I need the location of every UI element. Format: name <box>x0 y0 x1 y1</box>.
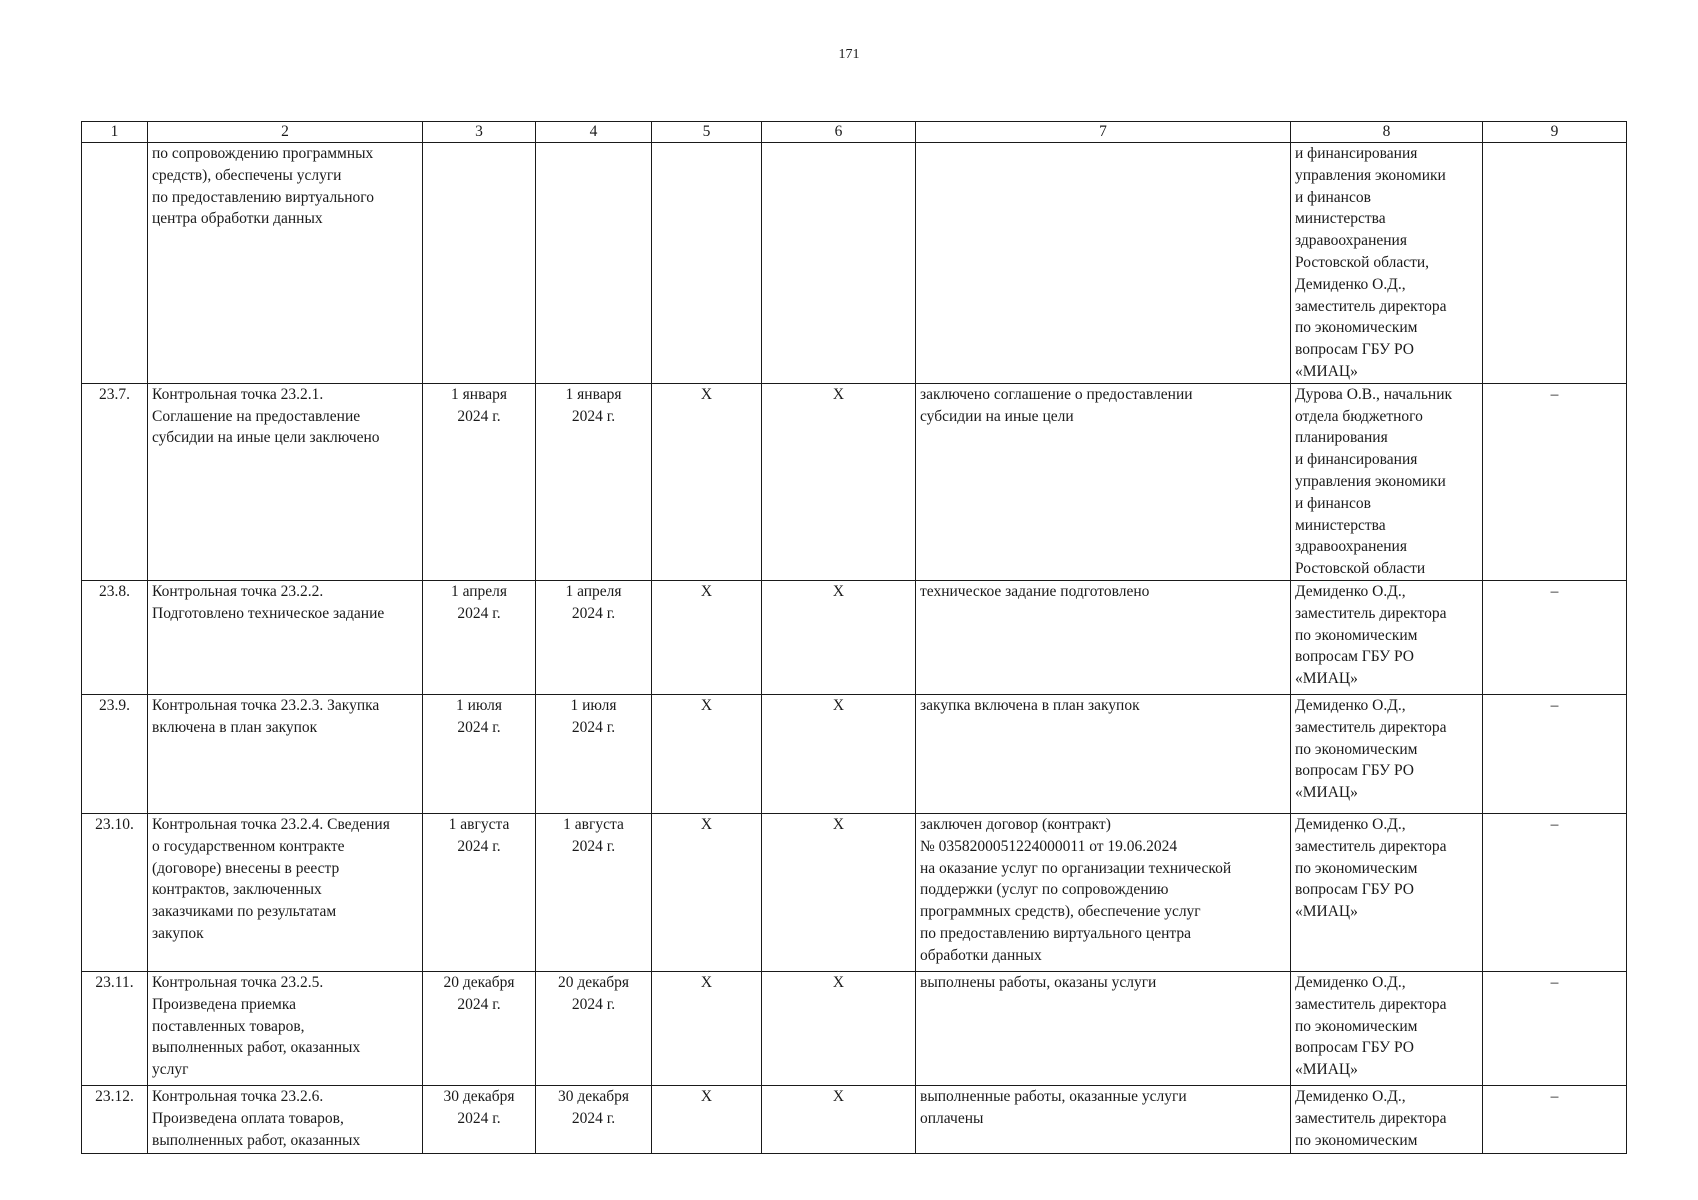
header-col-5: 5 <box>652 122 762 143</box>
col-9-value: – <box>1483 580 1627 694</box>
result-description: выполнены работы, оказаны услуги <box>916 971 1291 1085</box>
plan-table <box>81 121 1627 1154</box>
col-6-value: Х <box>762 813 916 971</box>
end-date: 1 июля 2024 г. <box>536 694 652 813</box>
end-date <box>536 143 652 384</box>
col-5-value: Х <box>652 383 762 580</box>
header-col-8: 8 <box>1291 122 1483 143</box>
start-date: 1 августа 2024 г. <box>423 813 536 971</box>
col-6-value <box>762 143 916 384</box>
col-6-value: Х <box>762 694 916 813</box>
col-6-value: Х <box>762 971 916 1085</box>
responsible-person: Демиденко О.Д., заместитель директора по экономическим вопросам ГБУ РО «МИАЦ» <box>1291 971 1483 1085</box>
end-date: 30 декабря 2024 г. <box>536 1085 652 1153</box>
end-date: 1 января 2024 г. <box>536 383 652 580</box>
col-9-value: – <box>1483 694 1627 813</box>
table-row <box>82 383 1627 580</box>
row-number: 23.7. <box>82 383 148 580</box>
table-row <box>82 813 1627 971</box>
end-date: 20 декабря 2024 г. <box>536 971 652 1085</box>
result-description: заключен договор (контракт) № 0358200051224000011 от 19.06.2024 на оказание услуг по организации технической поддержки (услуг по сопровождению программных средств), обеспечение услуг по предоставлению виртуального центра обработки данных <box>916 813 1291 971</box>
col-5-value: Х <box>652 813 762 971</box>
row-number: 23.11. <box>82 971 148 1085</box>
milestone-name: Контрольная точка 23.2.2. Подготовлено техническое задание <box>148 580 423 694</box>
page-number: 171 <box>838 47 860 62</box>
start-date: 1 апреля 2024 г. <box>423 580 536 694</box>
start-date: 1 января 2024 г. <box>423 383 536 580</box>
row-number: 23.9. <box>82 694 148 813</box>
col-6-value: Х <box>762 383 916 580</box>
milestone-name: Контрольная точка 23.2.3. Закупка включена в план закупок <box>148 694 423 813</box>
row-number <box>82 143 148 384</box>
col-6-value: Х <box>762 1085 916 1153</box>
col-5-value: Х <box>652 971 762 1085</box>
milestone-name: Контрольная точка 23.2.6. Произведена оплата товаров, выполненных работ, оказанных <box>148 1085 423 1153</box>
header-col-9: 9 <box>1483 122 1627 143</box>
responsible-person: Демиденко О.Д., заместитель директора по экономическим вопросам ГБУ РО «МИАЦ» <box>1291 694 1483 813</box>
header-col-6: 6 <box>762 122 916 143</box>
col-6-value: Х <box>762 580 916 694</box>
header-col-4: 4 <box>536 122 652 143</box>
responsible-person: и финансирования управления экономики и финансов министерства здравоохранения Ростовской области, Демиденко О.Д., заместитель директора по экономическим вопросам ГБУ РО «МИАЦ» <box>1291 143 1483 384</box>
table-row <box>82 694 1627 813</box>
col-5-value: Х <box>652 694 762 813</box>
result-description <box>916 143 1291 384</box>
col-9-value: – <box>1483 971 1627 1085</box>
header-col-1: 1 <box>82 122 148 143</box>
col-9-value: – <box>1483 813 1627 971</box>
responsible-person: Демиденко О.Д., заместитель директора по экономическим вопросам ГБУ РО «МИАЦ» <box>1291 813 1483 971</box>
milestone-name: Контрольная точка 23.2.1. Соглашение на предоставление субсидии на иные цели заключено <box>148 383 423 580</box>
start-date: 1 июля 2024 г. <box>423 694 536 813</box>
milestone-name: Контрольная точка 23.2.5. Произведена приемка поставленных товаров, выполненных работ, оказанных услуг <box>148 971 423 1085</box>
header-col-7: 7 <box>916 122 1291 143</box>
row-number: 23.8. <box>82 580 148 694</box>
end-date: 1 апреля 2024 г. <box>536 580 652 694</box>
col-9-value <box>1483 143 1627 384</box>
result-description: выполненные работы, оказанные услуги оплачены <box>916 1085 1291 1153</box>
row-number: 23.10. <box>82 813 148 971</box>
table-row <box>82 580 1627 694</box>
result-description: заключено соглашение о предоставлении субсидии на иные цели <box>916 383 1291 580</box>
header-col-3: 3 <box>423 122 536 143</box>
responsible-person: Демиденко О.Д., заместитель директора по экономическим вопросам ГБУ РО «МИАЦ» <box>1291 580 1483 694</box>
start-date: 30 декабря 2024 г. <box>423 1085 536 1153</box>
table-row <box>82 1085 1627 1153</box>
result-description: закупка включена в план закупок <box>916 694 1291 813</box>
milestone-name: по сопровождению программных средств), обеспечены услуги по предоставлению виртуального центра обработки данных <box>148 143 423 384</box>
start-date <box>423 143 536 384</box>
col-5-value: Х <box>652 580 762 694</box>
table-row <box>82 143 1627 384</box>
result-description: техническое задание подготовлено <box>916 580 1291 694</box>
header-row <box>82 122 1627 143</box>
row-number: 23.12. <box>82 1085 148 1153</box>
col-9-value: – <box>1483 1085 1627 1153</box>
start-date: 20 декабря 2024 г. <box>423 971 536 1085</box>
responsible-person: Дурова О.В., начальник отдела бюджетного планирования и финансирования управления экономики и финансов министерства здравоохранения Ростовской области <box>1291 383 1483 580</box>
responsible-person: Демиденко О.Д., заместитель директора по экономическим <box>1291 1085 1483 1153</box>
col-5-value <box>652 143 762 384</box>
col-9-value: – <box>1483 383 1627 580</box>
table-row <box>82 971 1627 1085</box>
header-col-2: 2 <box>148 122 423 143</box>
col-5-value: Х <box>652 1085 762 1153</box>
end-date: 1 августа 2024 г. <box>536 813 652 971</box>
milestone-name: Контрольная точка 23.2.4. Сведения о государственном контракте (договоре) внесены в реестр контрактов, заключенных заказчиками по результатам закупок <box>148 813 423 971</box>
